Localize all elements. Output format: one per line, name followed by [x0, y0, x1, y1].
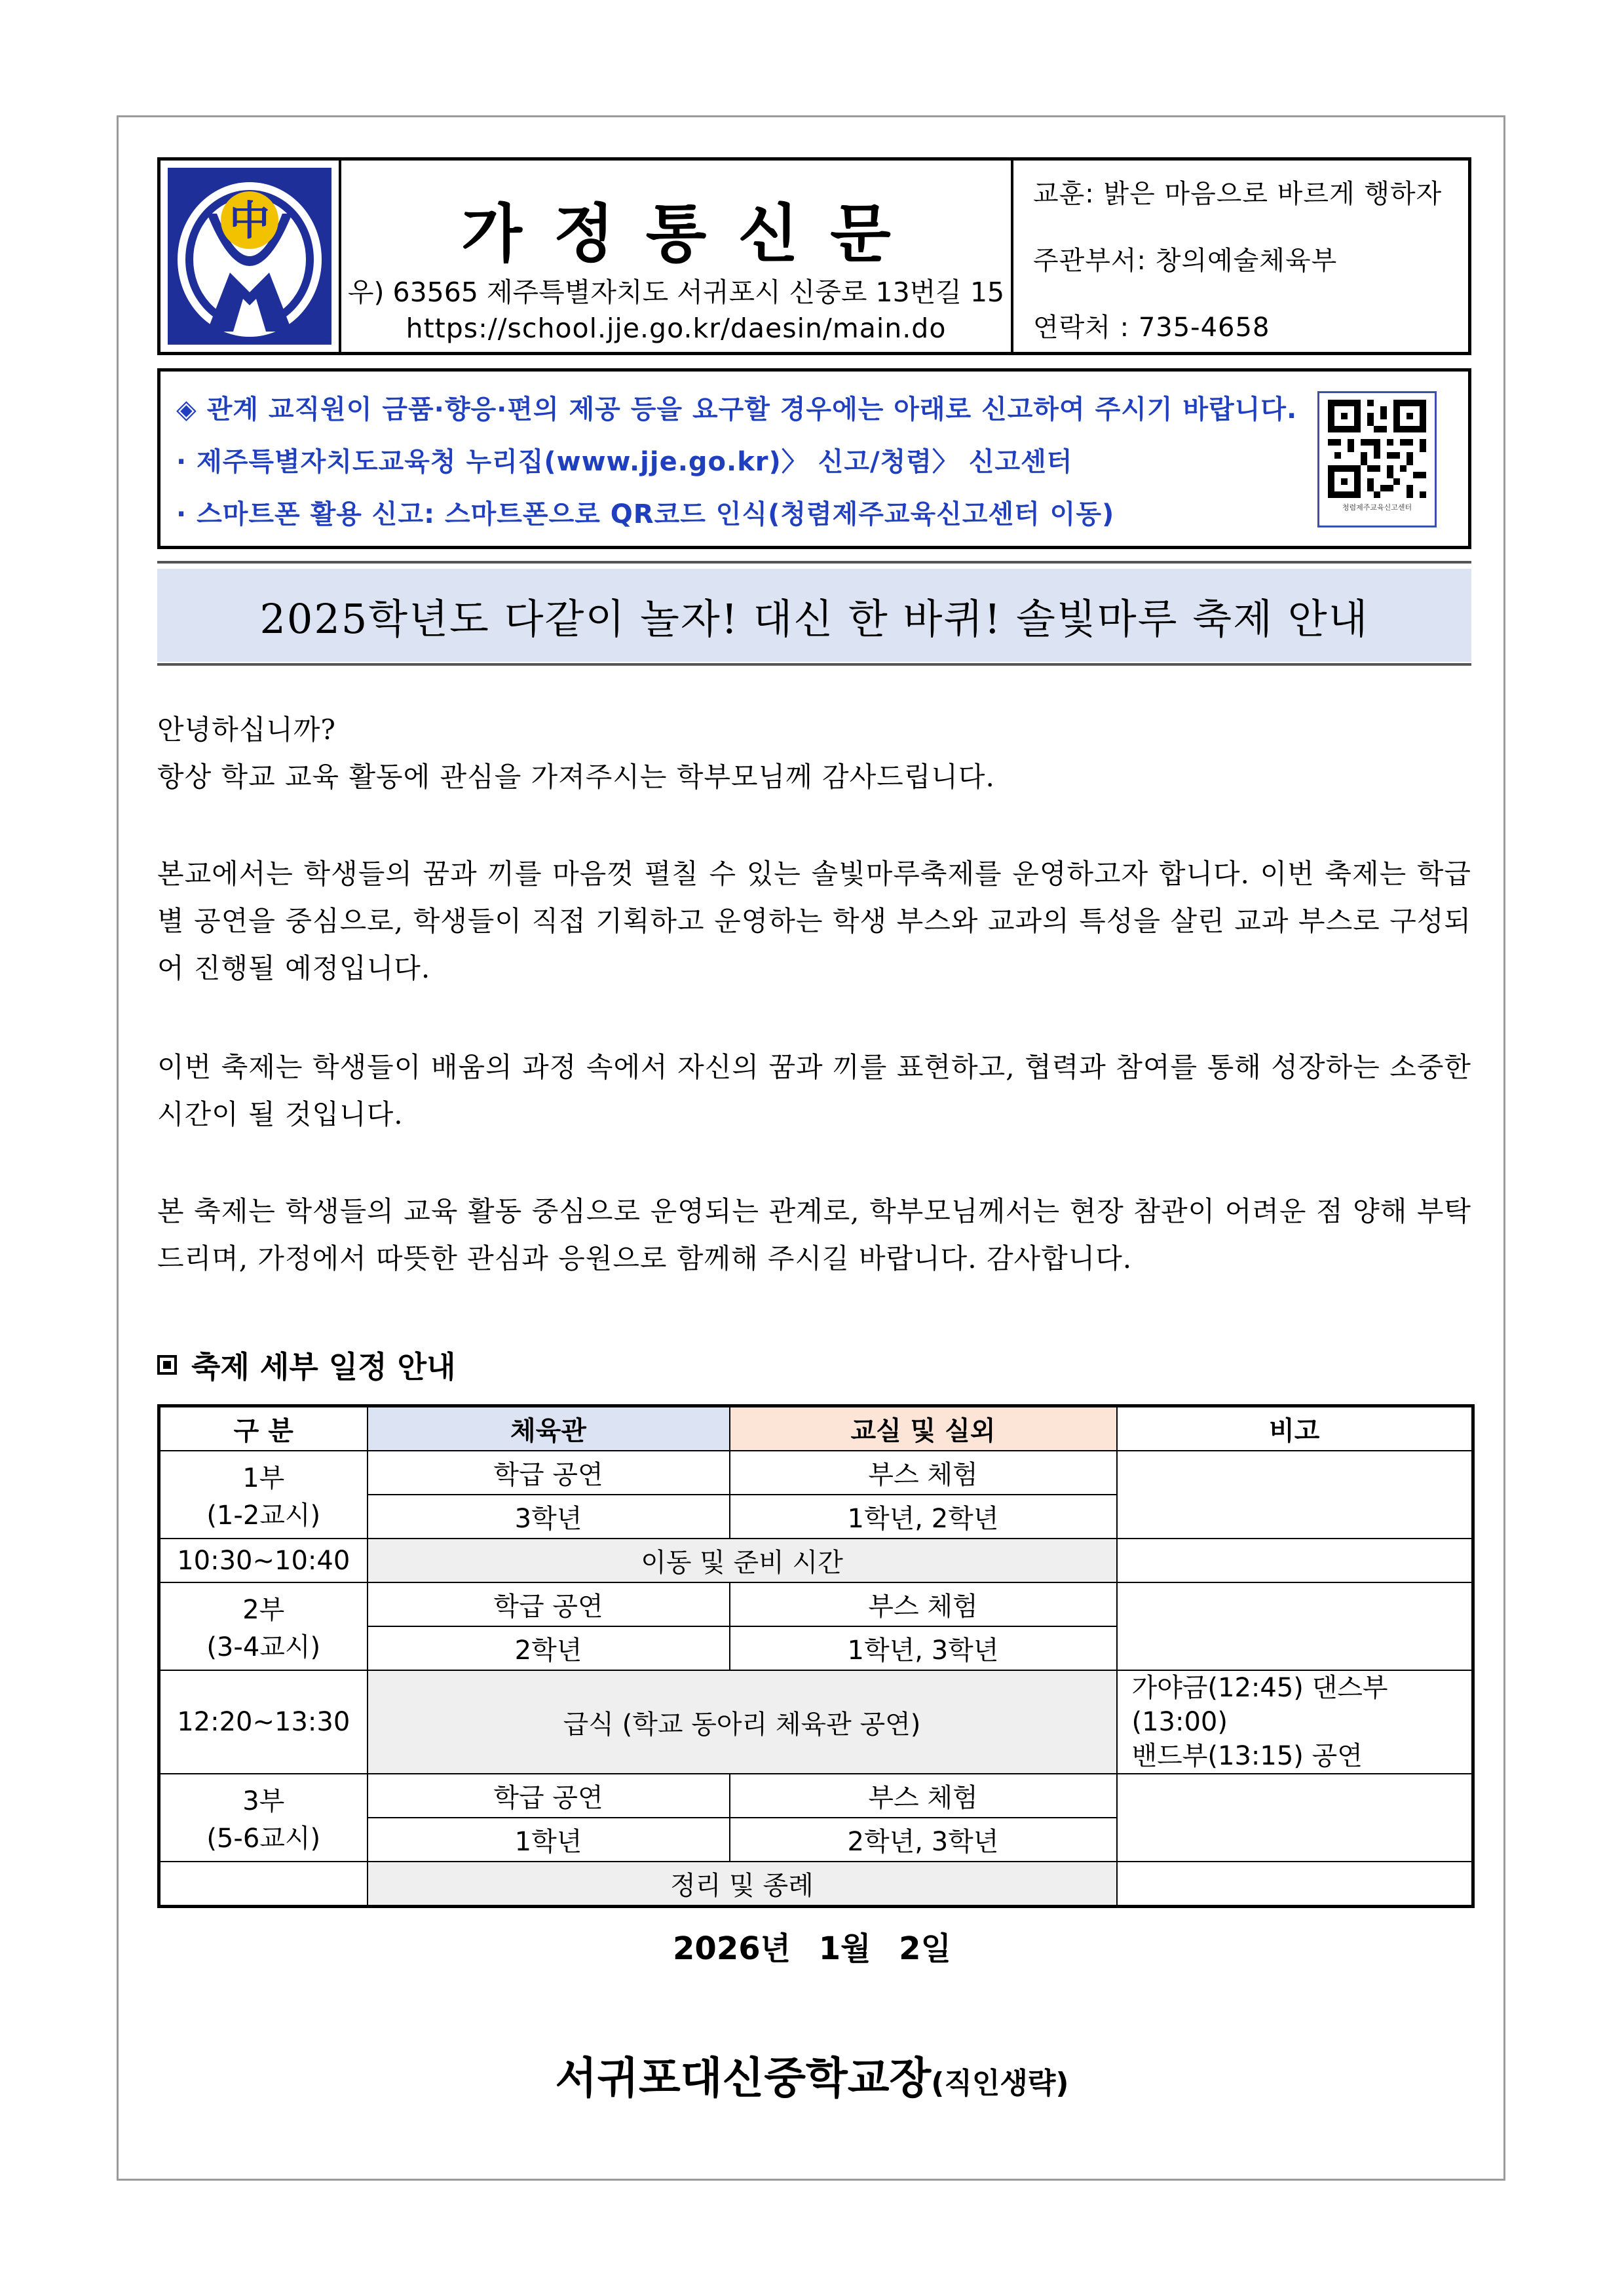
part1-gym-activity: 학급 공연	[368, 1451, 730, 1495]
part2-gym-activity: 학급 공연	[368, 1582, 730, 1626]
qr-caption: 청렴제주교육신고센터	[1342, 503, 1412, 512]
lunch-note: 가야금(12:45) 댄스부(13:00) 밴드부(13:15) 공연	[1117, 1670, 1473, 1774]
part3-class-activity: 부스 체험	[730, 1774, 1117, 1818]
header-title-cell	[341, 161, 1013, 352]
header-info-cell	[1013, 161, 1468, 352]
issue-date: 2026년 1월 2일	[673, 1930, 951, 1967]
qr-code-icon	[1328, 400, 1426, 498]
paragraph-1: 본교에서는 학생들의 꿈과 끼를 마음껏 펼칠 수 있는 솔빛마루축제를 운영하고자 합니다. 이번 축제는 학급별 공연을 중심으로, 학생들이 직접 기획하고 운영하는 학생 부스와 교과의 특성을 살린 교과 부스로 구성되어 진행될 예정입니다.	[157, 858, 1471, 984]
closing-note	[1117, 1862, 1473, 1907]
part2-note	[1117, 1582, 1473, 1670]
school-url[interactable]: https://school.jje.go.kr/daesin/main.do	[406, 313, 947, 344]
part1-label: 1부 (1-2교시)	[159, 1451, 368, 1539]
banner-rule-bottom	[157, 663, 1471, 666]
table-row	[159, 1774, 1473, 1818]
newsletter-header	[157, 157, 1471, 355]
school-emblem-icon	[168, 168, 331, 345]
schedule-table	[157, 1404, 1475, 1908]
closing-activity: 정리 및 종례	[368, 1862, 1117, 1907]
part1-gym-grade: 3학년	[368, 1495, 730, 1539]
qr-code[interactable]	[1317, 391, 1437, 527]
part2-label: 2부 (3-4교시)	[159, 1582, 368, 1670]
table-row	[159, 1862, 1473, 1907]
part1-class-activity: 부스 체험	[730, 1451, 1117, 1495]
signature	[0, 2043, 1624, 2105]
section-heading	[157, 1343, 456, 1387]
lunch-activity: 급식 (학교 동아리 체육관 공연)	[368, 1670, 1117, 1774]
table-row	[159, 1670, 1473, 1774]
greeting-line-2: 항상 학교 교육 활동에 관심을 가져주시는 학부모님께 감사드립니다.	[157, 761, 995, 793]
header-classroom: 교실 및 실외	[730, 1406, 1117, 1451]
part3-class-grade: 2학년, 3학년	[730, 1818, 1117, 1862]
closing-label	[159, 1862, 368, 1907]
part3-label: 3부 (5-6교시)	[159, 1774, 368, 1862]
part1-class-grade: 1학년, 2학년	[730, 1495, 1117, 1539]
header-gym: 체육관	[368, 1406, 730, 1451]
report-notice	[157, 368, 1471, 549]
paragraph-3: 본 축제는 학생들의 교육 활동 중심으로 운영되는 관계로, 학부모님께서는 현장 참관이 어려운 점 양해 부탁드리며, 가정에서 따뜻한 관심과 응원으로 함께해 주시길 바랍니다. 감사합니다.	[157, 1195, 1471, 1274]
newsletter-title: 가정통신문	[461, 197, 922, 271]
part1-note	[1117, 1451, 1473, 1539]
school-motto: 교훈: 밝은 마음으로 바르게 행하자	[1033, 179, 1443, 209]
contact: 연락처 : 735-4658	[1033, 313, 1270, 343]
part2-class-activity: 부스 체험	[730, 1582, 1117, 1626]
svg-text:中: 中	[229, 197, 271, 244]
notice-line-3: · 스마트폰 활용 신고: 스마트폰으로 QR코드 인식(청렴제주교육신고센터 이동)	[176, 499, 1115, 529]
part2-gym-grade: 2학년	[368, 1626, 730, 1670]
banner-rule-top	[157, 561, 1471, 564]
part3-gym-grade: 1학년	[368, 1818, 730, 1862]
header-category: 구 분	[159, 1406, 368, 1451]
table-row	[159, 1582, 1473, 1626]
seal-omitted-note: (직인생략)	[931, 2067, 1069, 2100]
department: 주관부서: 창의예술체육부	[1033, 246, 1338, 276]
table-header-row	[159, 1406, 1473, 1451]
greeting-line-1: 안녕하십니까?	[157, 714, 336, 746]
table-row	[159, 1451, 1473, 1495]
school-logo	[161, 161, 341, 352]
table-row	[159, 1539, 1473, 1582]
section-heading-text: 축제 세부 일정 안내	[191, 1349, 456, 1385]
lunch-time: 12:20~13:30	[159, 1670, 368, 1774]
principal-title: 서귀포대신중학교장	[555, 2053, 932, 2103]
break1-time: 10:30~10:40	[159, 1539, 368, 1582]
part3-gym-activity: 학급 공연	[368, 1774, 730, 1818]
part2-class-grade: 1학년, 3학년	[730, 1626, 1117, 1670]
notice-line-1: ◈ 관계 교직원이 금품·향응·편의 제공 등을 요구할 경우에는 아래로 신고하여 주시기 바랍니다.	[176, 394, 1298, 425]
school-address: 우) 63565 제주특별자치도 서귀포시 신중로 13번길 15	[347, 277, 1005, 308]
header-note: 비고	[1117, 1406, 1473, 1451]
square-bullet-icon	[157, 1355, 177, 1375]
break1-activity: 이동 및 준비 시간	[368, 1539, 1117, 1582]
break1-note	[1117, 1539, 1473, 1582]
document-title: 2025학년도 다같이 놀자! 대신 한 바퀴! 솔빛마루 축제 안내	[157, 569, 1471, 662]
part3-note	[1117, 1774, 1473, 1862]
paragraph-2: 이번 축제는 학생들이 배움의 과정 속에서 자신의 꿈과 끼를 표현하고, 협력과 참여를 통해 성장하는 소중한 시간이 될 것입니다.	[157, 1051, 1471, 1130]
notice-line-2: · 제주특별자치도교육청 누리집(www.jje.go.kr)〉 신고/청렴〉 신고센터	[176, 447, 1073, 477]
